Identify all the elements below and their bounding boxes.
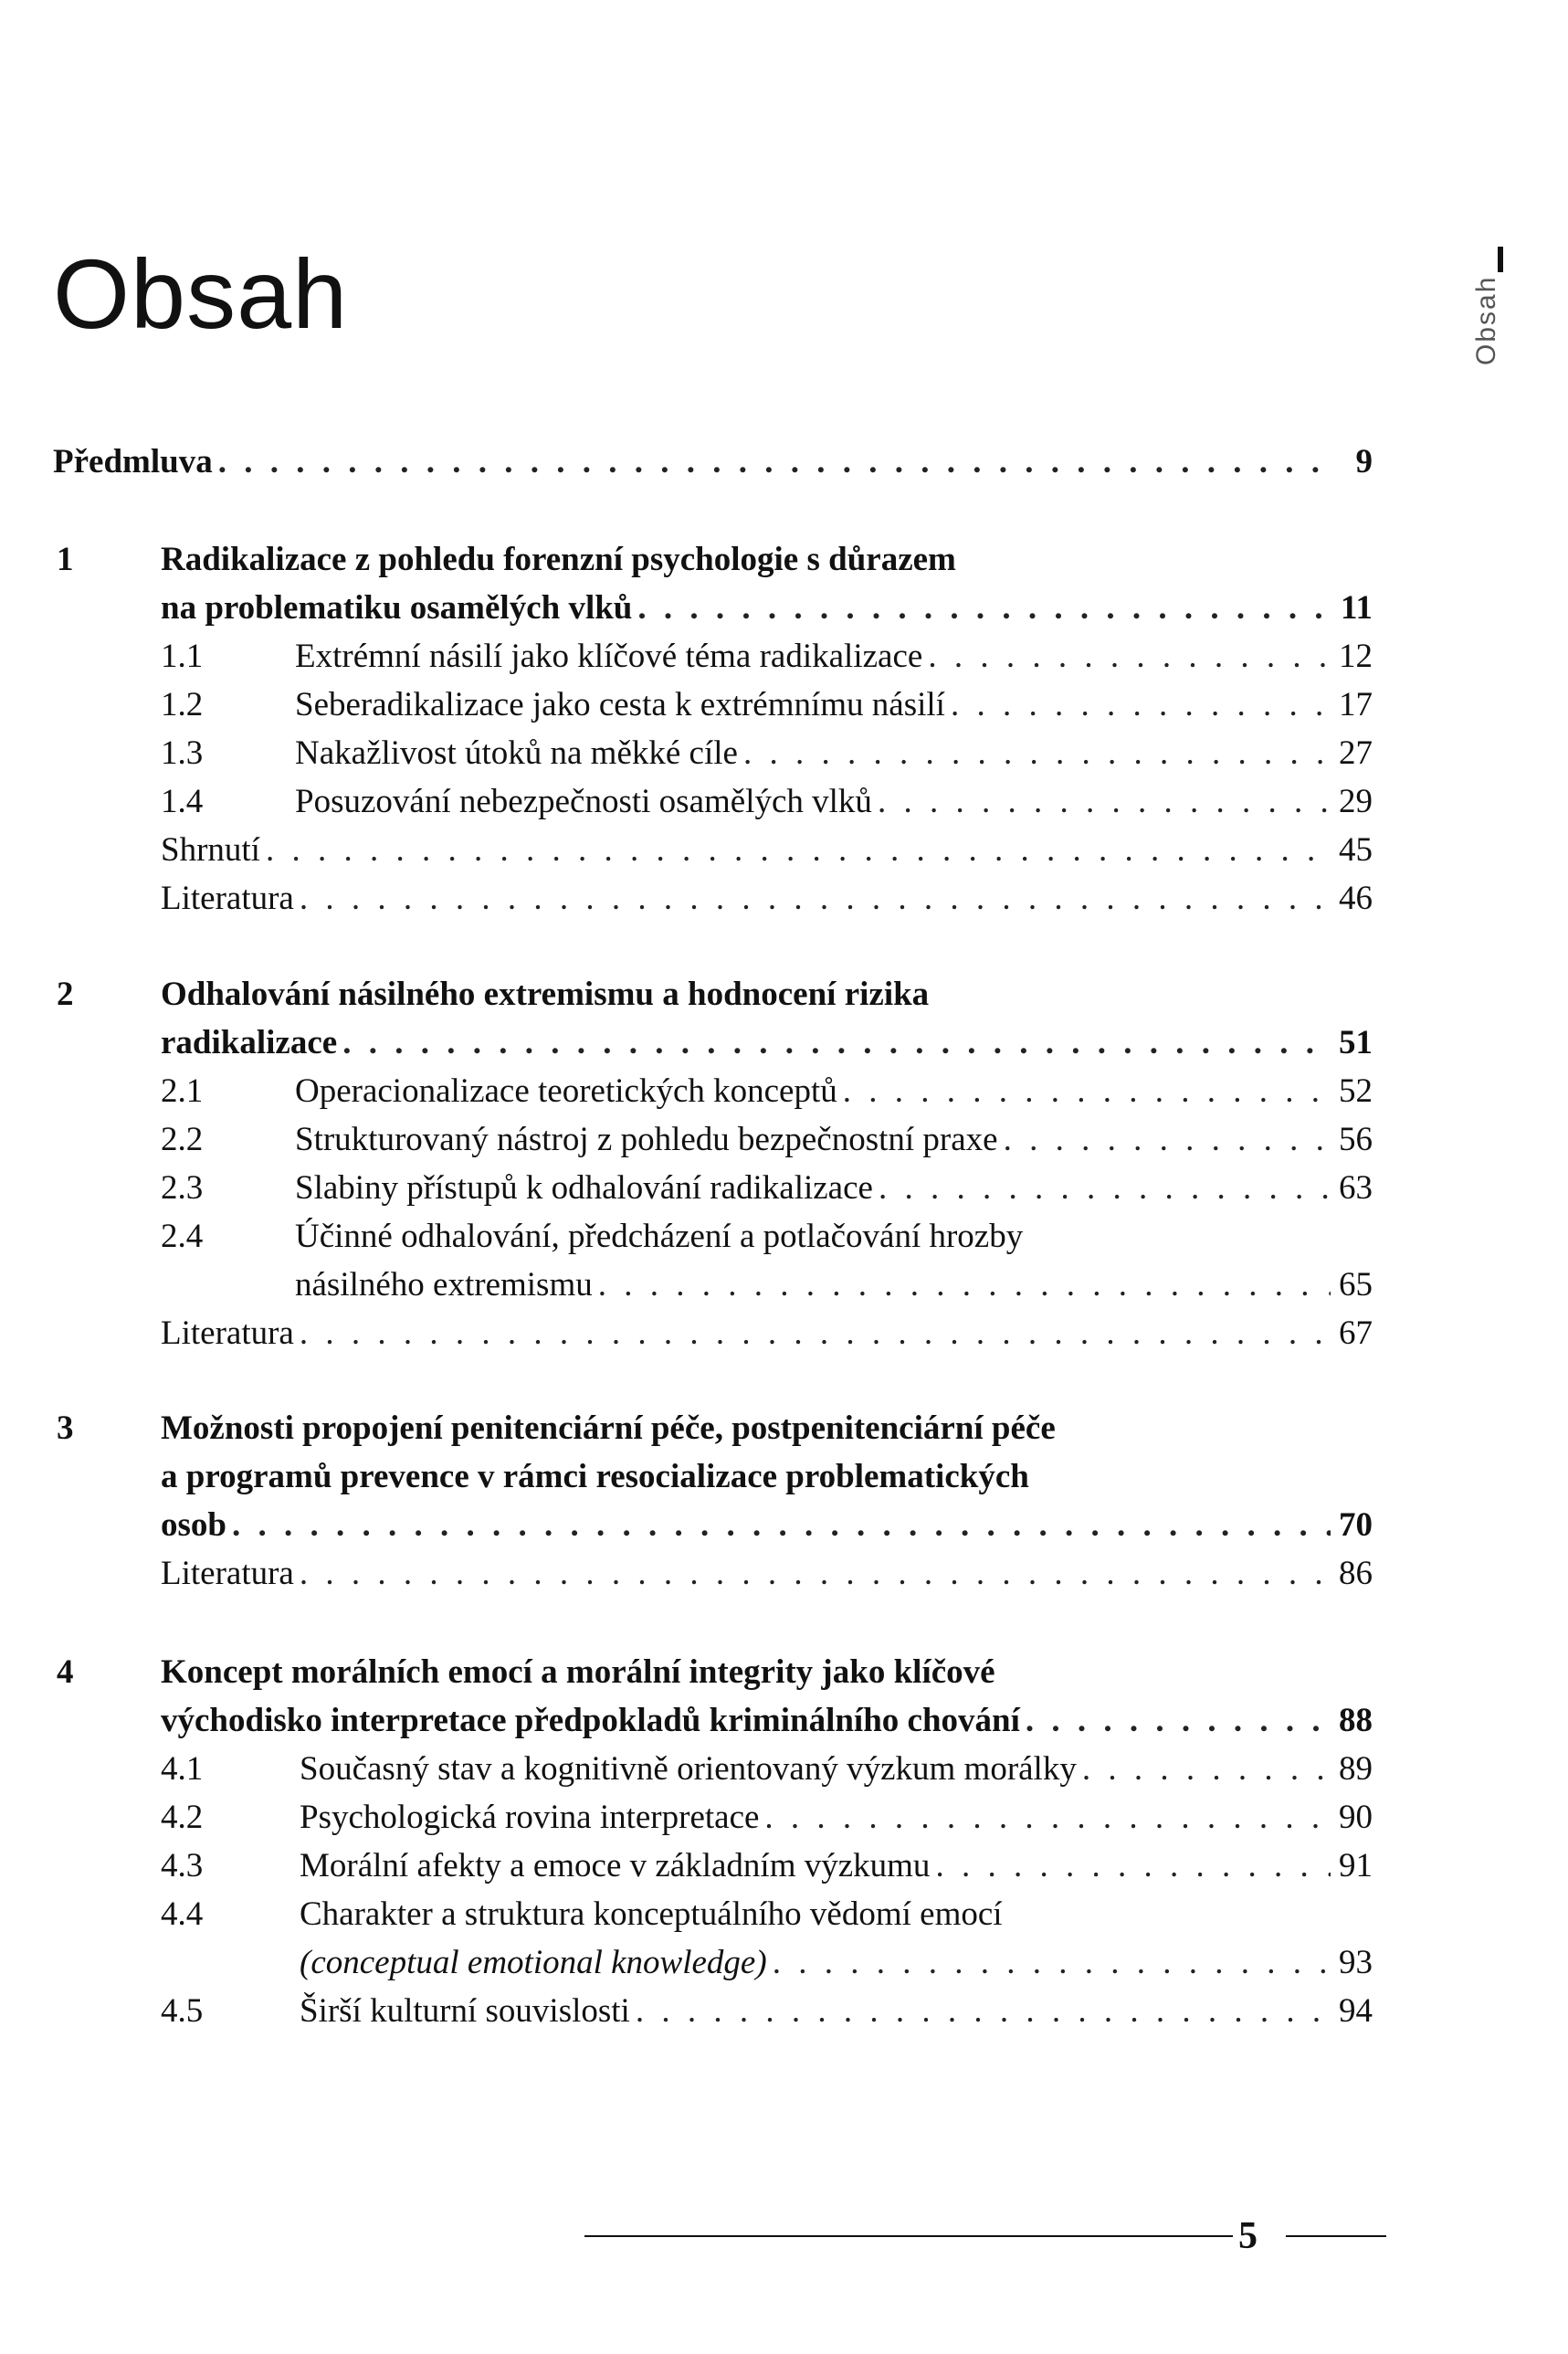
leader-dots xyxy=(1026,1695,1331,1747)
chapter-number: 4 xyxy=(57,1653,74,1691)
side-running-head: Obsah xyxy=(1471,275,1501,365)
footer-rule-left xyxy=(584,2235,1233,2237)
toc-entry-page: 29 xyxy=(1339,783,1373,820)
toc-entry-page: 94 xyxy=(1339,1992,1373,2030)
toc-entry-literature[interactable] xyxy=(161,1548,1373,1599)
leader-dots xyxy=(843,1066,1331,1117)
toc-entry-page: 63 xyxy=(1339,1169,1373,1207)
toc-entry-section[interactable] xyxy=(300,1937,1373,1989)
chapter-title-line: a programů prevence v rámci resocializace problematických xyxy=(161,1458,1029,1495)
section-title: Seberadikalizace jako cesta k extrémnímu násilí xyxy=(295,686,945,723)
section-title: Psychologická rovina interpretace xyxy=(300,1799,760,1836)
toc-entry-page: 88 xyxy=(1339,1702,1373,1739)
toc-entry-section[interactable] xyxy=(295,631,1373,682)
toc-entry-label: Předmluva xyxy=(53,443,213,480)
chapter-title-line: radikalizace xyxy=(161,1024,338,1061)
toc-entry-page: 65 xyxy=(1339,1266,1373,1304)
page-number: 5 xyxy=(1238,2215,1258,2257)
toc-entry-page: 51 xyxy=(1339,1024,1373,1061)
toc-entry-section[interactable] xyxy=(295,728,1373,779)
section-number: 2.3 xyxy=(161,1169,204,1207)
leader-dots xyxy=(1082,1744,1331,1795)
leader-dots xyxy=(266,825,1331,876)
chapter-number: 3 xyxy=(57,1409,74,1447)
toc-entry-page: 27 xyxy=(1339,734,1373,772)
section-title: Extrémní násilí jako klíčové téma radikalizace xyxy=(295,638,923,675)
section-number: 4.1 xyxy=(161,1750,204,1788)
toc-entry-section[interactable] xyxy=(300,1986,1373,2037)
toc-entry-section[interactable] xyxy=(295,1163,1373,1214)
toc-entry-chapter-1[interactable] xyxy=(161,583,1373,634)
toc-entry-section[interactable] xyxy=(300,1744,1373,1795)
toc-entry-page: 17 xyxy=(1339,686,1373,723)
leader-dots xyxy=(637,583,1331,634)
toc-entry-label: Literatura xyxy=(161,880,294,917)
toc-entry-label: Shrnutí xyxy=(161,831,260,869)
toc-entry-label: Literatura xyxy=(161,1555,294,1592)
section-title: Širší kulturní souvislosti xyxy=(300,1992,630,2030)
leader-dots xyxy=(935,1841,1331,1892)
chapter-title-line: na problematiku osamělých vlků xyxy=(161,589,633,627)
toc-entry-page: 67 xyxy=(1339,1314,1373,1352)
toc-entry-page: 91 xyxy=(1339,1847,1373,1884)
footer-rule-right xyxy=(1286,2235,1386,2237)
toc-entry-page: 56 xyxy=(1339,1121,1373,1158)
toc-entry-page: 9 xyxy=(1355,443,1373,480)
toc-entry-section[interactable] xyxy=(300,1792,1373,1843)
toc-entry-section[interactable] xyxy=(295,1114,1373,1166)
toc-entry-section[interactable] xyxy=(295,680,1373,731)
chapter-title-line: Koncept morálních emocí a morální integrity jako klíčové xyxy=(161,1653,995,1691)
chapter-title-line: východisko interpretace předpokladů kriminálního chování xyxy=(161,1702,1020,1739)
section-number: 4.5 xyxy=(161,1992,204,2030)
section-number: 1.3 xyxy=(161,734,204,772)
toc-entry-chapter-4[interactable] xyxy=(161,1695,1373,1747)
toc-entry-page: 89 xyxy=(1339,1750,1373,1788)
leader-dots xyxy=(300,1548,1331,1599)
toc-entry-page: 90 xyxy=(1339,1799,1373,1836)
toc-entry-page: 46 xyxy=(1339,880,1373,917)
section-number: 4.2 xyxy=(161,1799,204,1836)
toc-entry-summary[interactable] xyxy=(161,825,1373,876)
chapter-number: 1 xyxy=(57,541,74,578)
section-number: 4.3 xyxy=(161,1847,204,1884)
section-title: Strukturovaný nástroj z pohledu bezpečnostní praxe xyxy=(295,1121,998,1158)
toc-entry-page: 93 xyxy=(1339,1944,1373,1981)
toc-entry-literature[interactable] xyxy=(161,873,1373,924)
toc-entry-page: 86 xyxy=(1339,1555,1373,1592)
toc-entry-chapter-2[interactable] xyxy=(161,1018,1373,1069)
leader-dots xyxy=(951,680,1331,731)
section-number: 1.1 xyxy=(161,638,204,675)
section-title-line: násilného extremismu xyxy=(295,1266,593,1304)
section-title: Nakažlivost útoků na měkké cíle xyxy=(295,734,738,772)
leader-dots xyxy=(598,1260,1331,1311)
leader-dots xyxy=(1004,1114,1331,1166)
leader-dots xyxy=(879,1163,1331,1214)
chapter-title-line: Odhalování násilného extremismu a hodnocení rizika xyxy=(161,976,930,1013)
section-title-line: (conceptual emotional knowledge) xyxy=(300,1944,767,1981)
toc-entry-section[interactable] xyxy=(295,1260,1373,1311)
section-title: Současný stav a kognitivně orientovaný výzkum morálky xyxy=(300,1750,1077,1788)
toc-entry-label: Literatura xyxy=(161,1314,294,1352)
toc-entry-page: 45 xyxy=(1339,831,1373,869)
toc-entry-section[interactable] xyxy=(300,1841,1373,1892)
leader-dots xyxy=(300,1308,1331,1359)
leader-dots xyxy=(928,631,1331,682)
toc-entry-chapter-3[interactable] xyxy=(161,1500,1373,1551)
section-number: 2.1 xyxy=(161,1072,204,1110)
section-title: Morální afekty a emoce v základním výzkumu xyxy=(300,1847,931,1884)
section-title-line: Účinné odhalování, předcházení a potlačování hrozby xyxy=(295,1218,1024,1255)
leader-dots xyxy=(878,776,1331,828)
chapter-title-line: Možnosti propojení penitenciární péče, postpenitenciární péče xyxy=(161,1409,1056,1447)
leader-dots xyxy=(743,728,1331,779)
leader-dots xyxy=(773,1937,1331,1989)
toc-entry-page: 11 xyxy=(1341,589,1373,627)
section-number: 4.4 xyxy=(161,1895,204,1933)
toc-entry-page: 12 xyxy=(1339,638,1373,675)
toc-entry-section[interactable] xyxy=(295,1066,1373,1117)
leader-dots xyxy=(218,437,1331,488)
section-title: Slabiny přístupů k odhalování radikalizace xyxy=(295,1169,873,1207)
chapter-number: 2 xyxy=(57,976,74,1013)
leader-dots xyxy=(300,873,1331,924)
page-title: Obsah xyxy=(53,238,349,349)
leader-dots xyxy=(636,1986,1331,2037)
section-number: 1.4 xyxy=(161,783,204,820)
toc-entry-literature[interactable] xyxy=(161,1308,1373,1359)
toc-entry-section[interactable] xyxy=(295,776,1373,828)
section-title: Posuzování nebezpečnosti osamělých vlků xyxy=(295,783,872,820)
chapter-title-line: osob xyxy=(161,1506,226,1544)
toc-entry-preface[interactable] xyxy=(53,437,1373,488)
section-number: 2.4 xyxy=(161,1218,204,1255)
section-title-line: Charakter a struktura konceptuálního vědomí emocí xyxy=(300,1895,1003,1933)
chapter-title-line: Radikalizace z pohledu forenzní psychologie s důrazem xyxy=(161,541,956,578)
toc-entry-page: 52 xyxy=(1339,1072,1373,1110)
toc-entry-page: 70 xyxy=(1339,1506,1373,1544)
section-number: 2.2 xyxy=(161,1121,204,1158)
section-title: Operacionalizace teoretických konceptů xyxy=(295,1072,837,1110)
leader-dots xyxy=(232,1500,1331,1551)
leader-dots xyxy=(342,1018,1331,1069)
section-number: 1.2 xyxy=(161,686,204,723)
leader-dots xyxy=(764,1792,1331,1843)
